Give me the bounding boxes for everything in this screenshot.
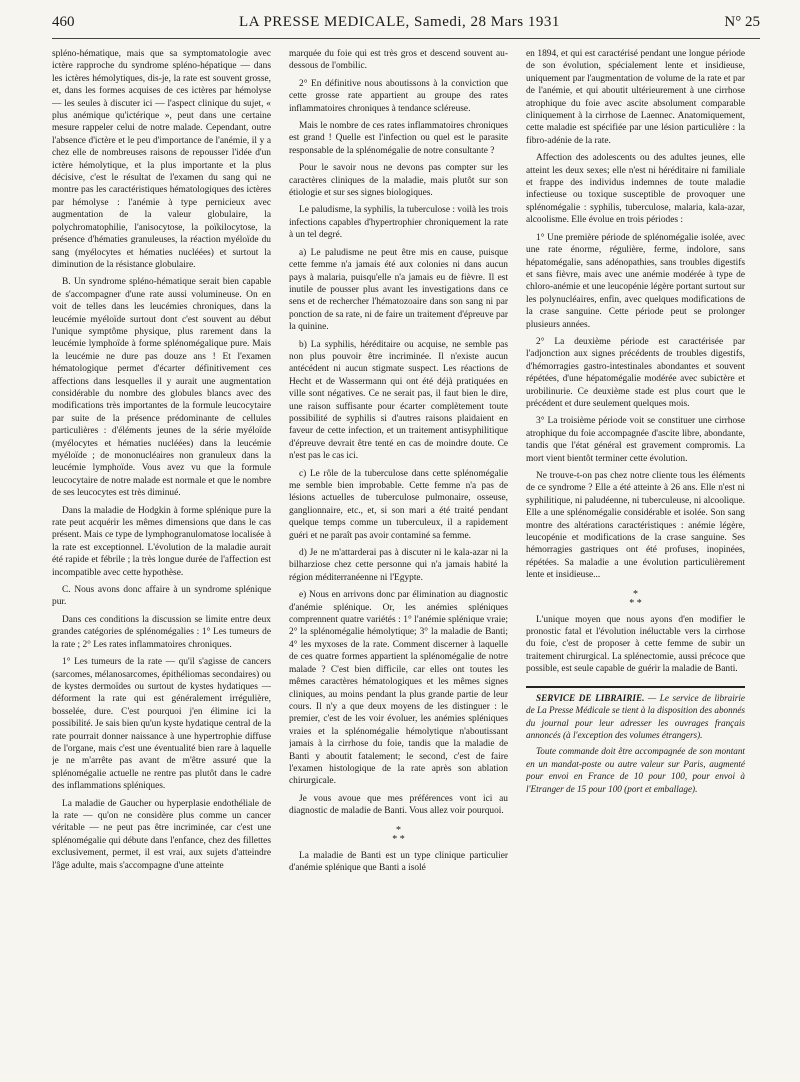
notice-text: Toute commande doit être accompagnée de son montant en un mandat-poste ou autre valeur sur Paris, augmenté pour envoi en France de 10 pour 100, pour envoi à l'Etranger de 15 pour 100 (port et emballage).	[526, 746, 745, 794]
article-columns	[52, 48, 764, 879]
paragraph: 2° La deuxième période est caractérisée par l'adjonction aux signes précédents de troubles digestifs, d'hémorragies gastro-intestinales abondantes et souvent répétées, d'une hépatomégalie modérée avec subictère et urobilinurie. Ce deuxième stade est plus court que le précédent et dure seulement quelques mois.	[526, 336, 745, 409]
paragraph: 2° En définitive nous aboutissons à la conviction que cette grosse rate appartient au groupe des rates inflammatoires chroniques à tendance scléreuse.	[289, 78, 508, 114]
column-2	[289, 48, 508, 879]
paragraph: Ne trouve-t-on pas chez notre cliente tous les éléments de ce syndrome ? Elle a été atteinte à 26 ans. Elle n'est ni syphilitique, ni paludéenne, ni tuberculeuse, ni alcoolique. Elle a une splénomégalie considérable et isolée. Son sang montre des altérations caractéristiques : anémie légère, leucopénie et modifications de la crase sanguine. Ses hémorragies gastriques ont été profuses, inopinées, répétées. Sa maladie a une évolution particulièrement lente et insidieuse...	[526, 471, 745, 581]
paragraph: B. Un syndrome spléno-hématique serait bien capable de s'accompagner d'une rate aussi volumineuse. On en voit de telles dans les leucémies chroniques, dans la leucémie myéloïde surtout dont c'est souvent au début l'unique symptôme physique, plus rarement dans la leucémie lymphoïde à forme splénomégalique pure. Mais la leucémie ne dure pas douze ans ! Et l'examen hématologique permet d'écarter définitivement ces affections dans lesquelles il y aurait une augmentation considérable du nombre des globules blancs avec des modifications très importantes de la formule leucocytaire par suite de la présence prédominante de cellules particulières : d'éléments jeunes de la série myéloïde (myélocytes et hématies nucléées) dans la leucémie myéloïde ; de mononucléaires non granuleux dans la leucémie lymphoïde. Vous avez vu que la formule leucocytaire de notre malade est normale et que le nombre de ses leucocytes est très diminué.	[52, 277, 271, 499]
paragraph: Mais le nombre de ces rates inflammatoires chroniques est grand ! Quelle est l'infection ou quel est le parasite responsable de la splénomégalie de notre consultante ?	[289, 121, 508, 156]
paragraph: spléno-hématique, mais que sa symptomatologie avec ictère rapproche du syndrome spléno-hépatique — dans les ictères hémolytiques, dis-je, la rate est souvent grosse, et, dans les formes acquises de ces ictères par hémolyse — les seules à discuter ici — l'aspect clinique du sujet, « plus anémique qu'ictérique », peut dans une certaine mesure rappeler celui de notre malade. Cependant, outre l'absence d'ictère et le peu d'importance de l'anémie, il y a chez elle de nombreuses raisons de repousser l'idée d'un ictère hémolytique, et la plus importante et la plus décisive, c'est le résultat de l'examen du sang qui ne montre pas les caractéristiques hématologiques des ictères par hémolyse : l'anémie à type pernicieux avec augmentation de la valeur globulaire, la polychromatophilie, l'anisocytose, la poïkilocytose, la présence d'hématies granuleuses, la réaction myéloïde du sang (myélocytes et hématies nucléées) et surtout la diminution de la résistance globulaire.	[52, 49, 271, 270]
paragraph: a) Le paludisme ne peut être mis en cause, puisque cette femme n'a jamais été aux colonies ni dans aucun pays à malaria, puisqu'elle n'a jamais eu de fièvre. Il est inutile de pousser plus avant les investigations dans ce sens et de rechercher l'hématozoaire dans son sang ni par ponction de sa rate, ni de faire un traitement d'épreuve par la quinine.	[289, 247, 508, 333]
paragraph: Dans la maladie de Hodgkin à forme splénique pure la rate peut acquérir les mêmes dimensions que dans le cas présent. Mais ce type de lymphogranulomatose localisée à la rate est exceptionnel. L'évolution de la maladie aurait été rapide et fébrile ; la très longue durée de l'affection est incompatible avec cette hypothèse.	[52, 505, 271, 578]
paragraph: Affection des adolescents ou des adultes jeunes, elle atteint les deux sexes; elle n'est ni héréditaire ni familiale et frappe des individus indemnes de toute maladie infectieuse ou toxique susceptible de provoquer une splénomégalie : syphilis, tuberculose, malaria, kala-azar, alcoolisme. Elle évolue en trois périodes :	[526, 153, 745, 226]
paragraph: 1° Une première période de splénomégalie isolée, avec une rate énorme, régulière, ferme, indolore, sans hépatomégalie, sans adénopathies, sans troubles digestifs et sans fièvre, mais avec une anémie modérée à type de chloro-anémie et une leucopénie légère portant surtout sur les polynucléaires, enfin, avec quelques modifications de la crase sanguine. Cette période peut se prolonger plusieurs années.	[526, 232, 745, 330]
paragraph: La maladie de Gaucher ou hyperplasie endothéliale de la rate — qu'on ne considère plus comme un cancer véritable — ne peut pas être incriminée, car c'est une splénomégalie qui débute dans l'enfance, chez des fillettes exclusivement, permet, il est vrai, aux sujets d'atteindre l'âge adulte, mais s'accompagne d'une atteinte	[52, 798, 271, 871]
paragraph: Pour le savoir nous ne devons pas compter sur les caractères cliniques de la maladie, mais plutôt sur son étiologie et sur ses signes biologiques.	[289, 163, 508, 199]
asterism-divider: * * *	[392, 824, 405, 845]
paragraph: C. Nous avons donc affaire à un syndrome splénique pur.	[52, 585, 271, 608]
issue-number: N° 25	[724, 14, 760, 30]
page-header	[52, 14, 760, 39]
asterism-divider: * * *	[629, 588, 642, 609]
librairie-notice	[526, 686, 745, 795]
paragraph: c) Le rôle de la tuberculose dans cette splénomégalie me semble bien improbable. Cette femme n'a pas de lésions actuelles de tuberculose pulmonaire, osseuse, ganglionnaire, etc., et, si son mari a été traité pendant quelque temps comme un tuberculeux, il a rapidement guéri et ne paraît pas avoir contaminé sa femme.	[289, 468, 508, 541]
paragraph: Dans ces conditions la discussion se limite entre deux grandes catégories de splénomégalies : 1° Les tumeurs de la rate ; 2° Les rates inflammatoires chroniques.	[52, 614, 271, 650]
notice-text: — Le service de librairie de La Presse Médicale se tient à la disposition des abonnés du journal pour leur adresser les ouvrages français annoncés (à l'exception des volumes étrangers).	[526, 692, 745, 740]
paragraph: La maladie de Banti est un type clinique particulier d'anémie splénique que Banti a isolé	[289, 850, 508, 873]
page-number: 460	[52, 14, 75, 30]
paragraph: L'unique moyen que nous ayons d'en modifier le pronostic fatal et l'évolution inéluctable vers la cirrhose du foie, c'est de proposer à cette femme de subir un traitement chirurgical. La splénectomie, aussi précoce que possible, est seule capable de guérir la maladie de Banti.	[526, 614, 745, 675]
paragraph: 1° Les tumeurs de la rate — qu'il s'agisse de cancers (sarcomes, mélanosarcomes, épithéliomas secondaires) ou de kystes dermoïdes ou surtout de kystes hydatiques — déforment la rate qui est généralement irrégulière, bosselée, dure. C'est pourquoi j'en élimine ici la possibilité. Je sais bien qu'un kyste hydatique central de la rate pourrait donner naissance à une hypertrophie diffuse de l'organe, mais c'est une éventualité bien rare à laquelle je ne m'arrête pas avant de m'être assuré que la splénomégalie actuelle ne rentre pas plutôt dans le cadre des inflammations spléniques.	[52, 657, 271, 792]
paragraph: d) Je ne m'attarderai pas à discuter ni le kala-azar ni la bilharziose chez cette personne qui n'a jamais habité la région méditerranéenne ni l'Egypte.	[289, 548, 508, 583]
journal-title-line	[239, 14, 560, 31]
paragraph: Le paludisme, la syphilis, la tuberculose : voilà les trois infections capables d'hypertrophier chroniquement la rate à un tel degré.	[289, 205, 508, 241]
paragraph: 3° La troisième période voit se constituer une cirrhose atrophique du foie accompagnée d'ascite libre, abondante, tandis que l'état général est gravement compromis. La mort vient bientôt terminer cette évolution.	[526, 416, 745, 464]
paragraph: Je vous avoue que mes préférences vont ici au diagnostic de maladie de Banti. Vous allez voir pourquoi.	[289, 793, 508, 817]
column-3	[526, 48, 745, 879]
issue-date: Samedi, 28 Mars 1931	[414, 14, 560, 30]
paragraph: e) Nous en arrivons donc par élimination au diagnostic d'anémie splénique. Or, les anémies spléniques comprennent quatre variétés : 1° l'anémie splénique vraie; 2° la splénomégalie hémolytique; 3° la maladie de Banti; 4° les myxoses de la rate. Comment discerner à laquelle de ces quatre formes appartient la splénomégalie de notre malade ? C'est bien difficile, car elles ont toutes les mêmes caractères hématologiques et les mêmes signes cliniques, au moins pendant la plus grande partie de leur cours. Il n'y a que deux moyens de les distinguer : le premier, c'est de les voir évoluer, les anémies spléniques vraies et la splénomégalie hémolytique n'aboutissant jamais à la cirrhose du foie, tandis que la maladie de Banti y aboutit fatalement; le second, c'est de faire l'examen histologique de la rate après son ablation chirurgicale.	[289, 590, 508, 787]
column-1	[52, 48, 271, 879]
paragraph: marquée du foie qui est très gros et descend souvent au-dessous de l'ombilic.	[289, 49, 508, 72]
journal-name: LA PRESSE MEDICALE,	[239, 14, 410, 30]
notice-heading: SERVICE DE LIBRAIRIE.	[536, 692, 645, 703]
paragraph: b) La syphilis, héréditaire ou acquise, ne semble pas non plus pouvoir être incriminée. Il n'existe aucun antécédent ni aucun stigmate suspect. Les réactions de Hecht et de Wassermann qui ont été déjà pratiquées en ville sont négatives. Ce ne serait pas, il faut bien le dire, une raison suffisante pour écarter complètement toute possibilité de syphilis si d'autres raisons plaidaient en faveur de cette infection, et un traitement antisyphilitique d'épreuve devrait être tenté en cas de moindre doute. Ce n'est pas le cas ici.	[289, 339, 508, 462]
paragraph: en 1894, et qui est caractérisé pendant une longue période de son évolution, spécialement lente et insidieuse, uniquement par l'augmentation de volume de la rate et par de l'anémie, et qui aboutit ultérieurement à une cirrhose atrophique du foie avec ascite absolument comparable cliniquement à la cirrhose de Laennec. Anatomiquement, cette maladie est spécifiée par une lésion particulière : la fibro-adénie de la rate.	[526, 49, 745, 146]
